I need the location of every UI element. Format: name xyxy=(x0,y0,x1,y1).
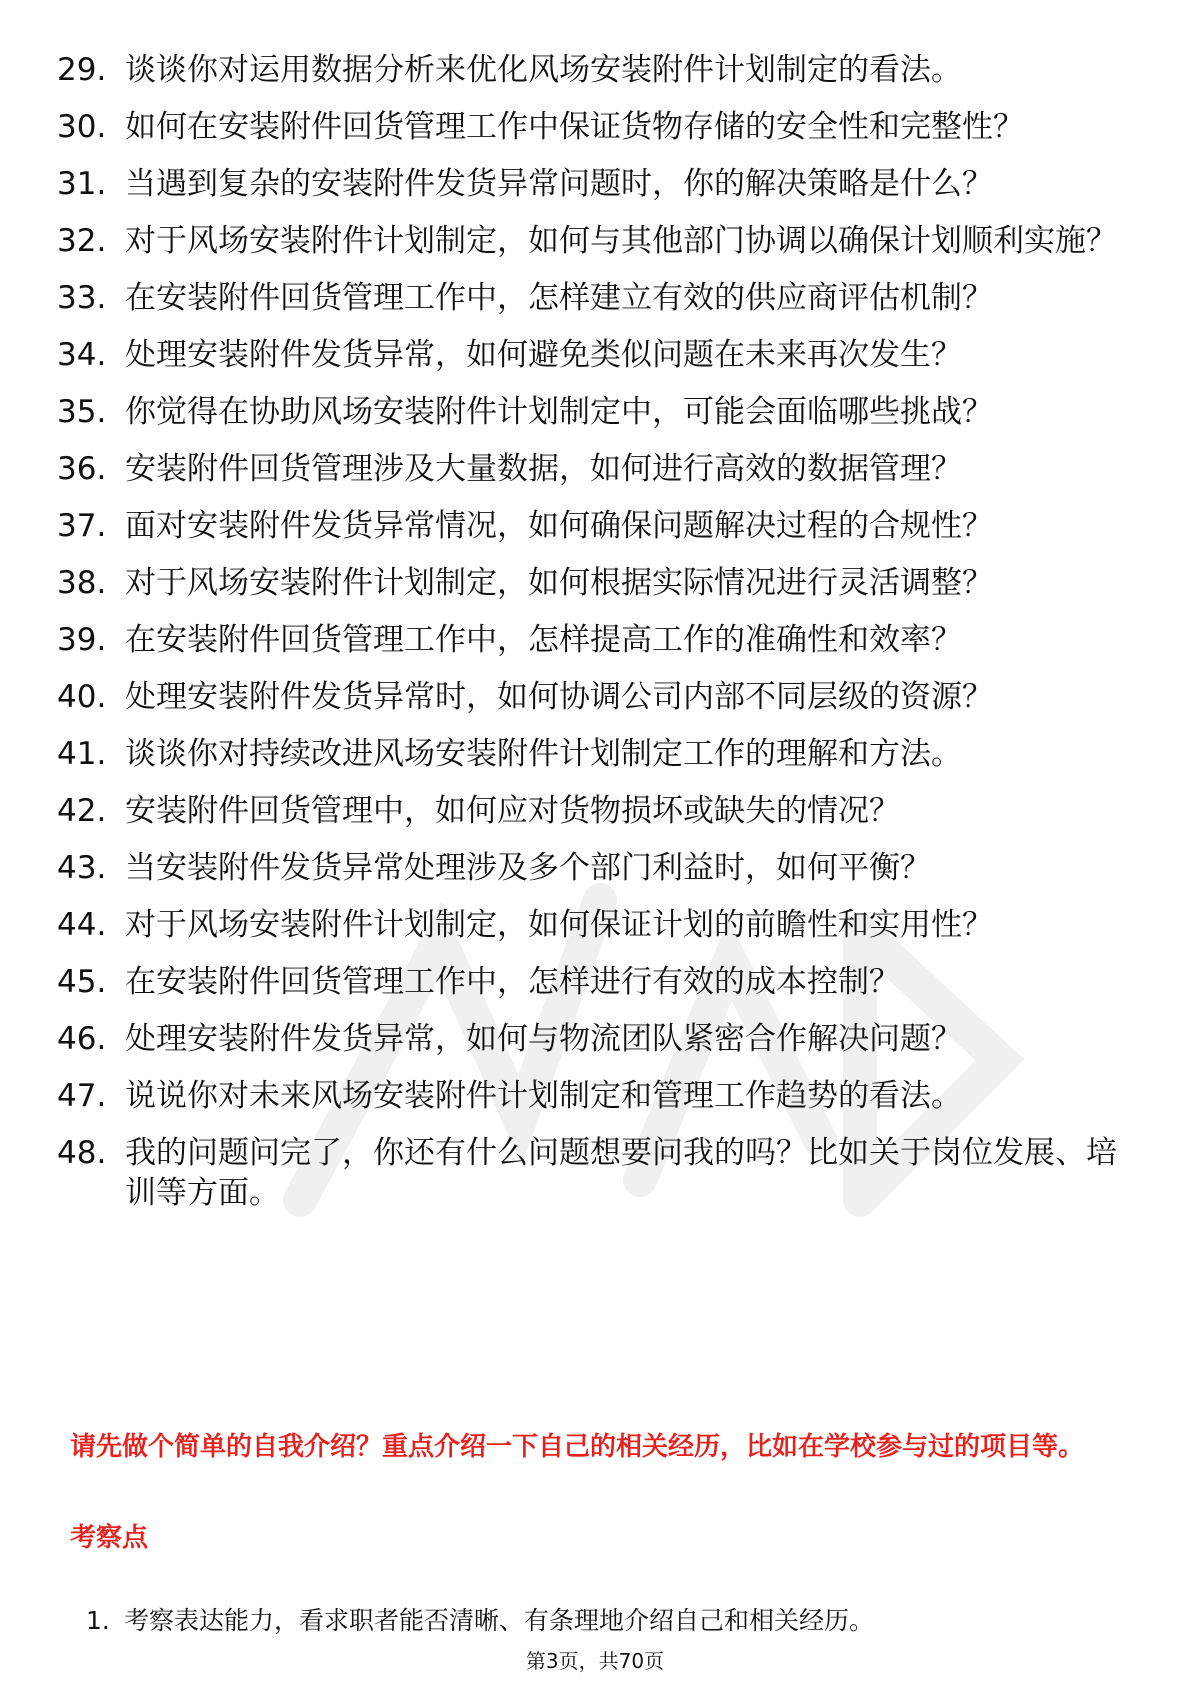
question-list xyxy=(57,50,1127,1230)
question-number: 42. xyxy=(57,793,107,829)
question-number: 47. xyxy=(57,1078,107,1114)
question-text: 处理安装附件发货异常，如何与物流团队紧密合作解决问题？ xyxy=(125,1021,962,1057)
question-number: 41. xyxy=(57,736,107,772)
question-number: 39. xyxy=(57,622,107,658)
question-item xyxy=(57,791,1127,831)
question-text: 对于风场安装附件计划制定，如何根据实际情况进行灵活调整？ xyxy=(125,565,993,601)
question-text: 我的问题问完了，你还有什么问题想要问我的吗？比如关于岗位发展、培训等方面。 xyxy=(125,1135,1117,1211)
assessment-points-list xyxy=(86,1605,874,1637)
question-text: 说说你对未来风场安装附件计划制定和管理工作趋势的看法。 xyxy=(125,1078,962,1114)
assessment-points-heading: 考察点 xyxy=(70,1523,149,1553)
question-item xyxy=(57,506,1127,546)
question-text: 你觉得在协助风场安装附件计划制定中，可能会面临哪些挑战？ xyxy=(125,394,993,430)
question-item xyxy=(57,449,1127,489)
question-item xyxy=(57,1133,1127,1213)
section-heading: 请先做个简单的自我介绍？重点介绍一下自己的相关经历，比如在学校参与过的项目等。 xyxy=(70,1432,1085,1462)
question-number: 32. xyxy=(57,223,107,259)
question-item xyxy=(57,50,1127,90)
question-number: 30. xyxy=(57,109,107,145)
question-number: 44. xyxy=(57,907,107,943)
question-number: 34. xyxy=(57,337,107,373)
page-number-footer: 第3页，共70页 xyxy=(525,1649,665,1673)
question-item xyxy=(57,278,1127,318)
question-number: 29. xyxy=(57,52,107,88)
question-text: 在安装附件回货管理工作中，怎样建立有效的供应商评估机制？ xyxy=(125,280,993,316)
question-item xyxy=(57,107,1127,147)
question-number: 37. xyxy=(57,508,107,544)
question-text: 在安装附件回货管理工作中，怎样提高工作的准确性和效率？ xyxy=(125,622,962,658)
question-text: 当遇到复杂的安装附件发货异常问题时，你的解决策略是什么？ xyxy=(125,166,993,202)
question-text: 当安装附件发货异常处理涉及多个部门利益时，如何平衡？ xyxy=(125,850,931,886)
question-number: 40. xyxy=(57,679,107,715)
question-text: 面对安装附件发货异常情况，如何确保问题解决过程的合规性？ xyxy=(125,508,993,544)
question-number: 31. xyxy=(57,166,107,202)
assessment-point-number: 1. xyxy=(86,1606,110,1635)
question-item xyxy=(57,734,1127,774)
question-text: 在安装附件回货管理工作中，怎样进行有效的成本控制？ xyxy=(125,964,900,1000)
question-number: 45. xyxy=(57,964,107,1000)
question-item xyxy=(57,848,1127,888)
question-number: 38. xyxy=(57,565,107,601)
question-item xyxy=(57,1076,1127,1116)
question-item xyxy=(57,905,1127,945)
assessment-point xyxy=(86,1605,874,1637)
question-item xyxy=(57,620,1127,660)
question-number: 35. xyxy=(57,394,107,430)
question-text: 谈谈你对运用数据分析来优化风场安装附件计划制定的看法。 xyxy=(125,52,962,88)
question-item xyxy=(57,563,1127,603)
question-text: 处理安装附件发货异常，如何避免类似问题在未来再次发生？ xyxy=(125,337,962,373)
question-item xyxy=(57,392,1127,432)
question-item xyxy=(57,962,1127,1002)
question-number: 43. xyxy=(57,850,107,886)
question-item xyxy=(57,1019,1127,1059)
question-text: 安装附件回货管理中，如何应对货物损坏或缺失的情况？ xyxy=(125,793,900,829)
question-number: 33. xyxy=(57,280,107,316)
question-text: 对于风场安装附件计划制定，如何与其他部门协调以确保计划顺利实施？ xyxy=(125,223,1117,259)
question-text: 如何在安装附件回货管理工作中保证货物存储的安全性和完整性？ xyxy=(125,109,1024,145)
question-item xyxy=(57,335,1127,375)
question-text: 对于风场安装附件计划制定，如何保证计划的前瞻性和实用性？ xyxy=(125,907,993,943)
question-item xyxy=(57,221,1127,261)
question-text: 谈谈你对持续改进风场安装附件计划制定工作的理解和方法。 xyxy=(125,736,962,772)
question-text: 处理安装附件发货异常时，如何协调公司内部不同层级的资源？ xyxy=(125,679,993,715)
question-number: 46. xyxy=(57,1021,107,1057)
question-item xyxy=(57,677,1127,717)
question-item xyxy=(57,164,1127,204)
question-number: 48. xyxy=(57,1135,107,1171)
question-number: 36. xyxy=(57,451,107,487)
question-text: 安装附件回货管理涉及大量数据，如何进行高效的数据管理？ xyxy=(125,451,962,487)
assessment-point-text: 考察表达能力，看求职者能否清晰、有条理地介绍自己和相关经历。 xyxy=(124,1606,875,1635)
